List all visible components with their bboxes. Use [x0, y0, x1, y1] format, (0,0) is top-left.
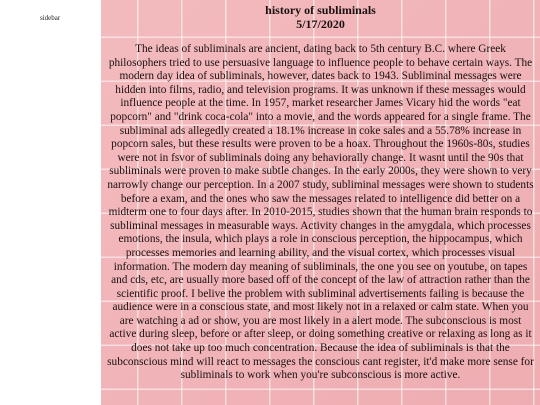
sidebar [0, 0, 101, 405]
sidebar-label: sidebar [40, 14, 61, 22]
article-body: The ideas of subliminals are ancient, dating back to 5th century B.C. where Greek philosophers tried to use persuasive language to influence people to behave certain ways. The modern day idea of subliminals, however, dates back to 1943. Subliminal messages were hidden into films, radio, and television programs. It was unknown if these messages would influence people at the time. In 1957, market researcher James Vicary hid the words "eat popcorn" and "drink coca-cola" into a movie, and the words appeared for a single frame. The subliminal ads allegedly created a 18.1% increase in coke sales and a 55.78% increase in popcorn sales, but these results were proven to be a hoax. Throughout the 1960s-80s, studies were not in fsvor of subliminals doing any behaviorally change. It wasnt until the 90s that subliminals were proven to make subtle changes. In the early 2000s, they were shown to very narrowly change our perception. In a 2007 study, subliminal messages were shown to students before a exam, and the ones who saw the messages related to intelligence did better on a midterm one to four days after. In 2010-2015, studies shown that the human brain responds to subliminal messages in measurable ways. Activity changes in the amygdala, which processes emotions, the insula, which plays a role in conscious perception, the hippocampus, which processes memories and learning ability, and the visual cortex, which processes visual information. The modern day meaning of subliminals, the one you see on youtube, on tapes and cds, etc, are usually more based off of the concept of the law of attraction rather than the scientific proof. I belive the problem with subliminal advertisements failing is because the audience were in a conscious state, and most likely not in a relaxed or calm state. When you are watching a ad or show, you are most likely in a alert mode. The subconscious is most active during sleep, before or after sleep, or doing something creative or relaxing as long as it does not take up too much concentration. Because the idea of subliminals is that the subconscious mind will react to messages the conscious cant register, it'd make more sense for subliminals to work when you're subconscious is more active. [107, 43, 534, 382]
main-content-area[interactable] [101, 0, 540, 405]
article [101, 0, 540, 383]
article-date: 5/17/2020 [296, 17, 345, 31]
article-title: history of subliminals [265, 3, 376, 17]
